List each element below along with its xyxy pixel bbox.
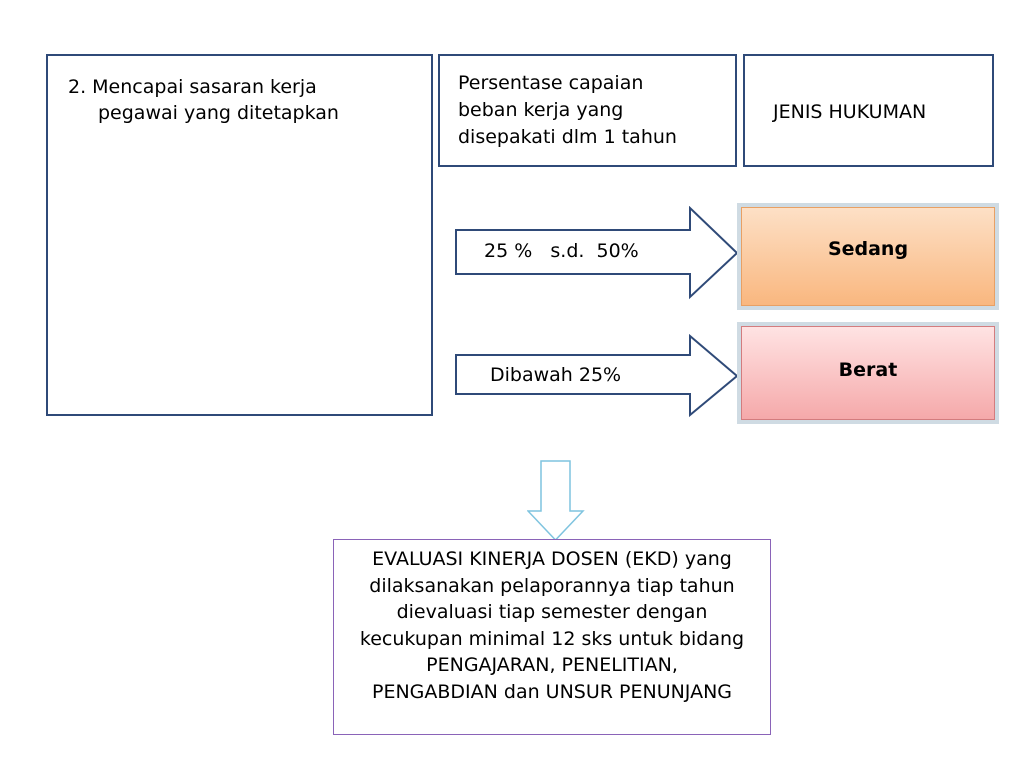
- punishment-box-sedang-frame: [737, 203, 999, 310]
- criterion-text: [68, 74, 418, 126]
- punishment-type-header-box: [743, 54, 994, 167]
- ekd-text: [334, 546, 770, 705]
- ekd-line: EVALUASI KINERJA DOSEN (EKD) yang: [372, 548, 732, 570]
- ekd-line: kecukupan minimal 12 sks untuk bidang: [359, 627, 745, 650]
- percentage-header-line: disepakati dlm 1 tahun: [458, 126, 677, 148]
- down-arrow: [527, 459, 585, 543]
- percentage-header-box: [438, 54, 737, 167]
- ekd-line: PENGAJARAN, PENELITIAN,: [426, 654, 678, 676]
- ekd-line: dilaksanakan pelaporannya tiap tahun: [369, 574, 735, 597]
- punishment-label-berat: Berat: [838, 359, 898, 381]
- criterion-box: [46, 54, 433, 416]
- punishment-label-sedang: Sedang: [827, 238, 909, 260]
- range-label-2: Dibawah 25%: [490, 364, 622, 386]
- punishment-box-berat-frame: [737, 322, 999, 424]
- percentage-header-line: beban kerja yang: [458, 99, 624, 121]
- ekd-line: dievaluasi tiap semester dengan: [396, 601, 708, 623]
- criterion-line-1: 2. Mencapai sasaran kerja: [68, 76, 317, 98]
- punishment-box-sedang: [741, 207, 995, 306]
- punishment-type-header-text: JENIS HUKUMAN: [773, 101, 927, 123]
- percentage-header-line: Persentase capaian: [458, 72, 644, 94]
- percentage-header-text: [458, 70, 723, 151]
- ekd-box: [333, 539, 771, 735]
- punishment-box-berat: [741, 326, 995, 420]
- ekd-line: PENGABDIAN dan UNSUR PENUNJANG: [371, 680, 733, 703]
- criterion-line-2: pegawai yang ditetapkan: [98, 102, 339, 124]
- range-label-1: 25 % s.d. 50%: [484, 240, 639, 262]
